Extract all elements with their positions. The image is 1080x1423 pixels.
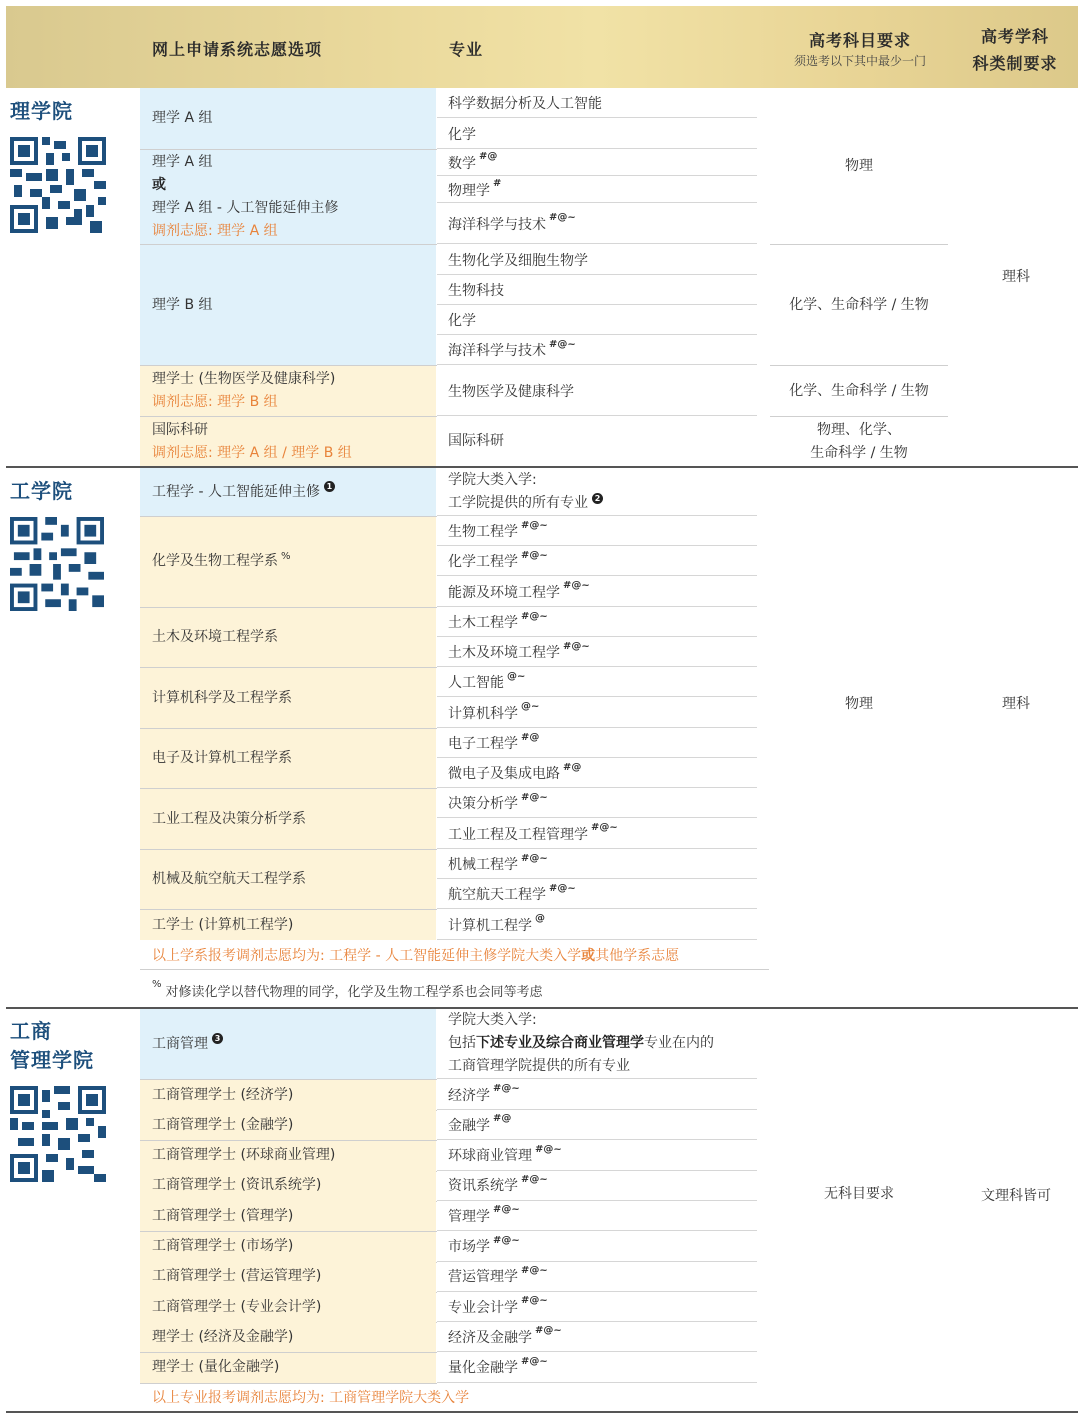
- qr-icon: [10, 137, 106, 233]
- option-label: 工商管理: [152, 1035, 208, 1052]
- major-row: [437, 366, 757, 416]
- major-name: 电子工程学: [448, 736, 518, 752]
- qr-code-science[interactable]: [10, 137, 106, 233]
- eng-adjust-note: [140, 940, 769, 970]
- or-label: 或: [152, 177, 166, 193]
- major-sup: @~: [507, 670, 526, 682]
- note-text: 以上专业报考调剂志愿均为: 工商管理学院大类入学: [152, 1390, 470, 1406]
- major-name: 生物工程学: [448, 524, 518, 540]
- option-label: 计算机科学及工程学系: [152, 689, 292, 706]
- option-label: 理学士 (生物医学及健康科学): [152, 371, 336, 387]
- option-business-row: [140, 1232, 436, 1262]
- note-sup: %: [152, 978, 162, 990]
- note-text: 其他学系志愿: [595, 947, 680, 964]
- option-label: 理学士 (经济及金融学): [152, 1328, 294, 1345]
- major-sup: #@~: [521, 1264, 548, 1276]
- major-sup: #@~: [521, 1355, 548, 1367]
- option-biomed: [140, 366, 436, 416]
- option-eng-ai: [140, 468, 436, 516]
- stream-text: 文理科皆可: [981, 1187, 1051, 1204]
- header-subject-sub: 须选考以下其中最少一门: [793, 54, 926, 68]
- major-row: [437, 336, 757, 365]
- major-sup: #@~: [591, 822, 618, 833]
- option-dept: [140, 517, 436, 607]
- major-row: [437, 547, 757, 576]
- major-name: 工商管理学院提供的所有专业: [448, 1058, 630, 1074]
- header-stream-2: 科类制要求: [972, 54, 1058, 73]
- subject-text: 化学、生命科学 / 生物: [789, 296, 929, 313]
- qr-code-business[interactable]: [10, 1086, 106, 1182]
- option-business-row: [140, 1292, 436, 1322]
- option-label: 工商管理学士 (专业会计学): [152, 1298, 322, 1315]
- option-computer-eng: [140, 910, 436, 940]
- major-row: [437, 177, 757, 203]
- major-row: [437, 150, 757, 176]
- major-name: 学院大类入学:: [448, 1012, 537, 1028]
- major-row: [437, 698, 757, 728]
- option-business-row: [140, 1080, 436, 1110]
- major-row: [437, 245, 757, 275]
- option-science-a-ai: [140, 150, 436, 244]
- major-sup: #@~: [549, 212, 576, 223]
- option-dept: [140, 850, 436, 909]
- school-science: 理学院: [10, 99, 73, 123]
- option-business-row: [140, 1353, 436, 1383]
- major-row: [437, 1080, 757, 1110]
- section-divider: [6, 1411, 1078, 1413]
- major-name: 环球商业管理: [448, 1148, 532, 1165]
- option-label: 国际科研: [152, 421, 208, 438]
- major-sup: #@~: [549, 338, 576, 350]
- major-row: [437, 517, 757, 546]
- stream-engineering: [955, 468, 1077, 940]
- subject-text: 物理: [845, 157, 873, 174]
- major-sup: #@~: [521, 1295, 548, 1307]
- subject-text: 物理、化学、: [817, 421, 901, 438]
- major-name: 国际科研: [448, 433, 504, 449]
- major-name: 科学数据分析及人工智能: [448, 95, 602, 112]
- major-row: [437, 204, 757, 244]
- option-label: 工业工程及决策分析学系: [152, 810, 306, 827]
- major-row: [437, 468, 757, 516]
- note-text: 以上学系报考调剂志愿均为: 工程学 - 人工智能延伸主修学院大类入学: [152, 947, 582, 964]
- major-row: [437, 1171, 757, 1201]
- major-row: [437, 417, 757, 466]
- school-engineering: 工学院: [10, 479, 73, 503]
- major-name: 航空航天工程学: [448, 887, 546, 903]
- option-label: 工商管理学士 (管理学): [152, 1207, 294, 1224]
- option-dept: [140, 668, 436, 728]
- footnote-badge: 1: [324, 481, 335, 492]
- option-business-row: [140, 1262, 436, 1292]
- option-business: [140, 1009, 436, 1079]
- major-name: 土木及环境工程学: [448, 645, 560, 661]
- subject-chembio: [770, 245, 948, 365]
- subject-text: 化学、生命科学 / 生物: [789, 382, 929, 399]
- option-label: 理学士 (量化金融学): [152, 1359, 280, 1376]
- subject-chembio-2: [770, 366, 948, 416]
- major-row: [437, 910, 757, 940]
- major-row: [437, 729, 757, 758]
- stream-text: 理科: [1002, 695, 1030, 712]
- major-name: 计算机科学: [448, 705, 518, 722]
- major-name: 金融学: [448, 1117, 490, 1134]
- major-name: 专业在内的: [644, 1035, 714, 1051]
- subject-physics: [770, 88, 948, 244]
- option-label: 工商管理学士 (营运管理学): [152, 1268, 322, 1285]
- note-text: 对修读化学以替代物理的同学，化学及生物工程学系也会同等考虑: [165, 984, 543, 1000]
- major-name: 市场学: [448, 1239, 490, 1255]
- major-row: [437, 1201, 757, 1231]
- option-business-row: [140, 1110, 436, 1140]
- option-label-ai: 理学 A 组 - 人工智能延伸主修: [152, 200, 339, 216]
- major-sup: @: [535, 913, 545, 924]
- major-row: [437, 1292, 757, 1322]
- major-sup: #@~: [521, 519, 548, 531]
- subject-intl: [770, 417, 948, 466]
- option-sup: %: [281, 551, 291, 562]
- major-row: [437, 276, 757, 305]
- major-sup: #@~: [493, 1204, 520, 1216]
- option-label: 工程学 - 人工智能延伸主修: [152, 483, 320, 500]
- major-sup: #@~: [521, 852, 548, 864]
- major-sup: #@~: [563, 640, 590, 652]
- major-sup: #@~: [521, 791, 548, 803]
- major-name: 微电子及集成电路: [448, 766, 560, 782]
- footnote-badge: 2: [592, 493, 603, 504]
- adjust-note: 调剂志愿: 理学 B 组: [152, 394, 278, 410]
- major-row: [437, 1262, 757, 1292]
- major-row: [437, 850, 757, 879]
- option-label: 工商管理学士 (金融学): [152, 1116, 294, 1133]
- option-business-row: [140, 1322, 436, 1352]
- option-label: 工商管理学士 (经济学): [152, 1086, 294, 1103]
- major-row: [437, 789, 757, 818]
- option-dept: [140, 608, 436, 667]
- stream-business: [955, 1009, 1077, 1383]
- major-name: 经济学: [448, 1087, 490, 1104]
- major-sup: @~: [521, 701, 540, 712]
- major-name: 资讯系统学: [448, 1178, 518, 1195]
- major-name: 化学: [448, 126, 476, 143]
- major-sup: #: [493, 178, 502, 189]
- option-label: 土木及环境工程学系: [152, 629, 278, 645]
- subject-text: 无科目要求: [824, 1185, 894, 1202]
- major-row: [437, 88, 757, 118]
- major-row: [437, 638, 757, 667]
- major-name: 量化金融学: [448, 1360, 518, 1377]
- option-label: 化学及生物工程学系: [152, 553, 278, 569]
- option-label: 工商管理学士 (资讯系统学): [152, 1177, 322, 1194]
- major-sup: #@~: [549, 882, 576, 894]
- option-label: 工商管理学士 (环球商业管理): [152, 1147, 336, 1164]
- major-name: 化学工程学: [448, 554, 518, 570]
- option-business-row: [140, 1201, 436, 1231]
- option-label: 工学士 (计算机工程学): [152, 916, 294, 933]
- major-row: [437, 668, 757, 697]
- adjust-note: 调剂志愿: 理学 A 组 / 理学 B 组: [152, 444, 352, 461]
- option-label: 电子及计算机工程学系: [152, 750, 292, 766]
- major-name: 包括: [448, 1035, 476, 1051]
- qr-icon: [10, 1086, 106, 1182]
- major-name: 能源及环境工程学: [448, 584, 560, 601]
- option-label: 机械及航空航天工程学系: [152, 871, 306, 887]
- major-sup: #@: [521, 731, 540, 743]
- header-stream-1: 高考学科: [980, 27, 1049, 46]
- option-intl-research: [140, 417, 436, 466]
- major-name: 经济及金融学: [448, 1329, 532, 1346]
- school-business-1: 工商: [10, 1019, 52, 1043]
- option-business-row: [140, 1141, 436, 1171]
- major-sup: #@~: [521, 549, 548, 561]
- major-sup: #@~: [493, 1234, 520, 1246]
- major-row: [437, 1141, 757, 1171]
- major-name: 数学: [448, 155, 476, 172]
- option-science-a: [140, 88, 436, 149]
- major-name: 人工智能: [448, 675, 504, 691]
- major-name: 海洋科学与技术: [448, 343, 546, 359]
- major-name: 专业会计学: [448, 1299, 518, 1316]
- biz-adjust-note: [140, 1383, 769, 1411]
- major-sup: #@: [479, 151, 498, 162]
- subject-engineering: [770, 468, 948, 940]
- header-major: 专业: [449, 40, 484, 59]
- subject-business: [770, 1009, 948, 1379]
- option-science-b: [140, 245, 436, 365]
- stream-science: [955, 88, 1077, 466]
- stream-text: 理科: [1002, 268, 1030, 285]
- major-name: 决策分析学: [448, 796, 518, 812]
- option-dept: [140, 789, 436, 849]
- major-sup: #@~: [535, 1325, 562, 1337]
- major-name: 学院大类入学:: [448, 471, 537, 488]
- major-row: [437, 608, 757, 637]
- major-row: [437, 1009, 757, 1079]
- option-business-row: [140, 1171, 436, 1201]
- major-sup: #@~: [493, 1083, 520, 1094]
- major-name: 工业工程及工程管理学: [448, 826, 588, 843]
- note-or: 或: [581, 947, 596, 964]
- major-sup: #@~: [521, 1173, 548, 1185]
- major-name: 海洋科学与技术: [448, 216, 546, 233]
- header-subject: 高考科目要求: [808, 31, 911, 50]
- major-row: [437, 880, 757, 909]
- major-name: 机械工程学: [448, 857, 518, 873]
- major-row: [437, 119, 757, 149]
- pct-footnote: [140, 975, 769, 1005]
- subject-text: 物理: [845, 695, 873, 712]
- major-row: [437, 759, 757, 788]
- major-row: [437, 306, 757, 335]
- major-sup: #@: [493, 1113, 512, 1125]
- qr-icon: [10, 517, 104, 611]
- option-label: 理学 A 组: [152, 154, 213, 170]
- major-sup: #@: [563, 761, 582, 773]
- major-name: 化学: [448, 313, 476, 329]
- footnote-badge: 3: [212, 1033, 223, 1044]
- subject-text: 生命科学 / 生物: [810, 444, 908, 461]
- header-option: 网上申请系统志愿选项: [152, 40, 323, 59]
- major-name: 生物医学及健康科学: [448, 383, 574, 400]
- major-row: [437, 819, 757, 849]
- major-row: [437, 1232, 757, 1262]
- major-name: 生物科技: [448, 283, 504, 299]
- major-name: 计算机工程学: [448, 917, 532, 934]
- major-name: 物理学: [448, 182, 490, 199]
- major-name: 生物化学及细胞生物学: [448, 252, 588, 269]
- major-row: [437, 1110, 757, 1140]
- adjust-note: 调剂志愿: 理学 A 组: [152, 223, 278, 239]
- major-name: 土木工程学: [448, 615, 518, 631]
- qr-code-engineering[interactable]: [10, 517, 104, 611]
- option-label: 理学 B 组: [152, 296, 213, 313]
- major-row: [437, 1353, 757, 1383]
- major-name: 营运管理学: [448, 1269, 518, 1286]
- option-dept: [140, 729, 436, 788]
- major-name: 工学院提供的所有专业: [448, 494, 588, 511]
- major-name: 管理学: [448, 1208, 490, 1225]
- option-label: 理学 A 组: [152, 110, 213, 126]
- major-row: [437, 1322, 757, 1352]
- major-sup: #@~: [563, 580, 590, 591]
- major-sup: #@~: [535, 1143, 562, 1155]
- major-name-bold: 下述专业及综合商业管理学: [476, 1035, 644, 1051]
- school-business-2: 管理学院: [10, 1048, 94, 1072]
- major-row: [437, 577, 757, 607]
- major-sup: #@~: [521, 610, 548, 622]
- option-label: 工商管理学士 (市场学): [152, 1238, 294, 1254]
